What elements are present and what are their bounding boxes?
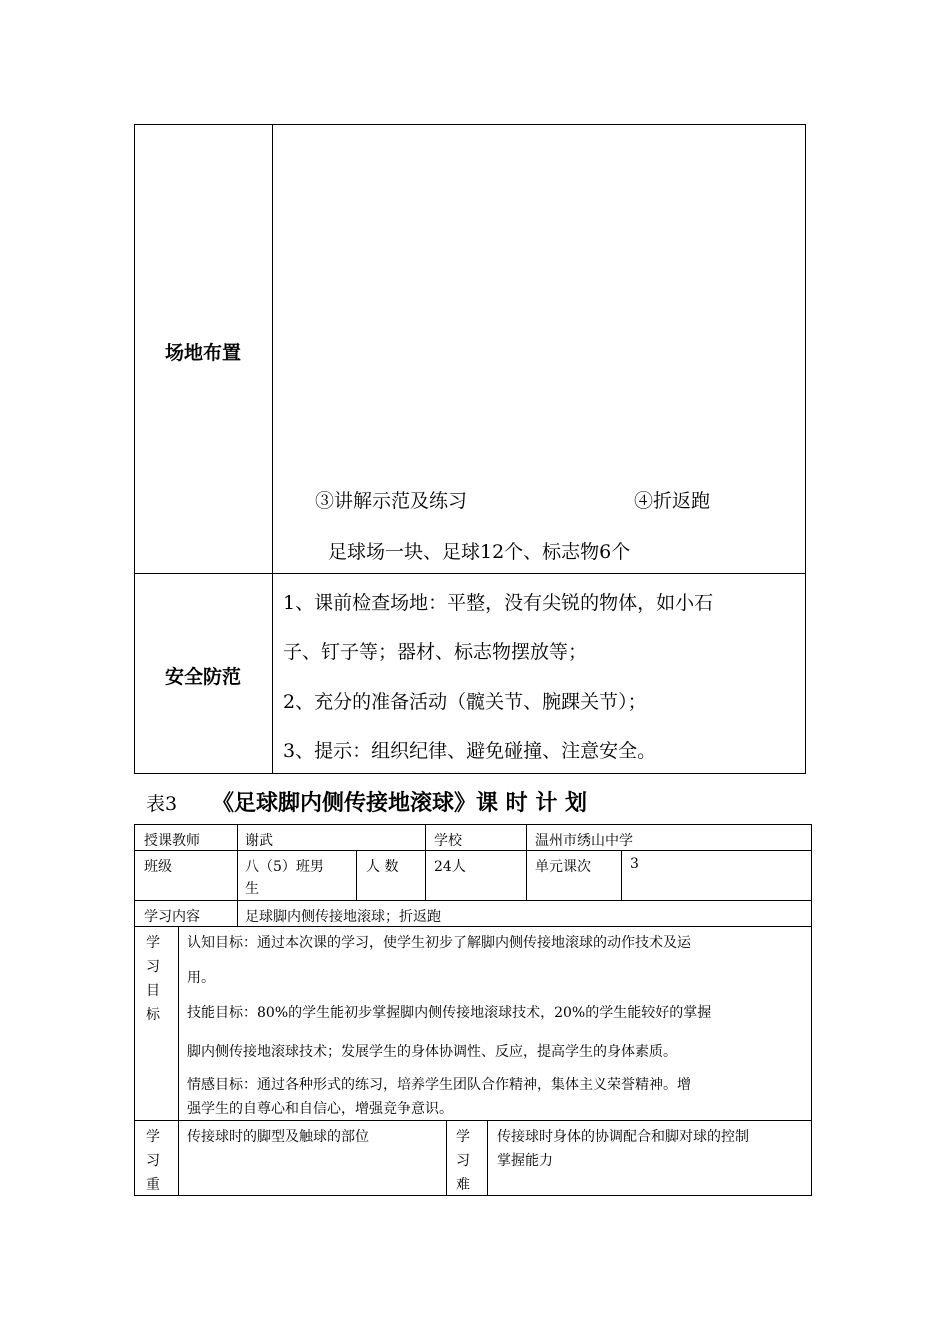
- goal-skill-line-2: 脚内侧传接地滚球技术；发展学生的身体协调性、反应，提高学生的身体素质。: [187, 1044, 677, 1060]
- goal-cognitive-line-2: 用。: [187, 970, 215, 986]
- difficulty-label-char-2: 习: [456, 1153, 470, 1169]
- class-value-line-1: 八（5）班男: [245, 859, 324, 875]
- safety-line-1: 1、课前检查场地：平整，没有尖锐的物体，如小石: [283, 592, 714, 614]
- teacher-value: 谢武: [245, 833, 273, 849]
- count-value: 24人: [434, 859, 466, 875]
- goals-label-char-3: 目: [146, 983, 160, 999]
- safety-line-3: 2、充分的准备活动（髋关节、腕踝关节）；: [283, 691, 647, 713]
- goal-cognitive-line-1: 认知目标：通过本次课的学习，使学生初步了解脚内侧传接地滚球的动作技术及运: [187, 935, 691, 951]
- school-label: 学校: [434, 833, 462, 849]
- goal-affective-line-1: 情感目标：通过各种形式的练习，培养学生团队合作精神，集体主义荣誉精神。增: [187, 1077, 691, 1093]
- class-value-line-2: 生: [245, 881, 259, 897]
- table-number: 表3: [146, 793, 178, 815]
- lesson-plan-title: 《足球脚内侧传接地滚球》课 时 计 划: [212, 791, 587, 816]
- venue-caption-shuttle-run: ④折返跑: [634, 490, 711, 512]
- school-value: 温州市绣山中学: [535, 833, 633, 849]
- venue-caption-demo: ③讲解示范及练习: [315, 490, 468, 512]
- venue-equipment: 足球场一块、足球12个、标志物6个: [328, 541, 631, 563]
- safety-label: 安全防范: [164, 666, 241, 688]
- safety-line-4: 3、提示：组织纪律、避免碰撞、注意安全。: [283, 740, 657, 762]
- unit-value: 3: [630, 856, 639, 872]
- content-value: 足球脚内侧传接地滚球；折返跑: [245, 909, 441, 925]
- goals-label-char-4: 标: [146, 1007, 160, 1023]
- key-point-value: 传接球时的脚型及触球的部位: [187, 1129, 369, 1145]
- goals-label-char-1: 学: [146, 935, 160, 951]
- difficulty-value-line-1: 传接球时身体的协调配合和脚对球的控制: [497, 1129, 749, 1145]
- unit-label: 单元课次: [535, 859, 591, 875]
- difficulty-label-char-3: 难: [456, 1177, 470, 1193]
- safety-line-2: 子、钉子等；器材、标志物摆放等；: [283, 641, 588, 663]
- count-label: 人 数: [366, 859, 399, 875]
- class-label: 班级: [144, 859, 172, 875]
- venue-label: 场地布置: [164, 342, 241, 364]
- key-label-char-2: 习: [146, 1153, 160, 1169]
- difficulty-label-char-1: 学: [456, 1129, 470, 1145]
- goal-affective-line-2: 强学生的自尊心和自信心，增强竞争意识。: [187, 1101, 453, 1117]
- key-label-char-3: 重: [146, 1177, 160, 1193]
- goal-skill-line-1: 技能目标：80%的学生能初步掌握脚内侧传接地滚球技术，20%的学生能较好的掌握: [187, 1005, 712, 1021]
- difficulty-value-line-2: 掌握能力: [497, 1153, 553, 1169]
- teacher-label: 授课教师: [144, 833, 200, 849]
- goals-label-char-2: 习: [146, 959, 160, 975]
- key-label-char-1: 学: [146, 1129, 160, 1145]
- content-label: 学习内容: [144, 909, 200, 925]
